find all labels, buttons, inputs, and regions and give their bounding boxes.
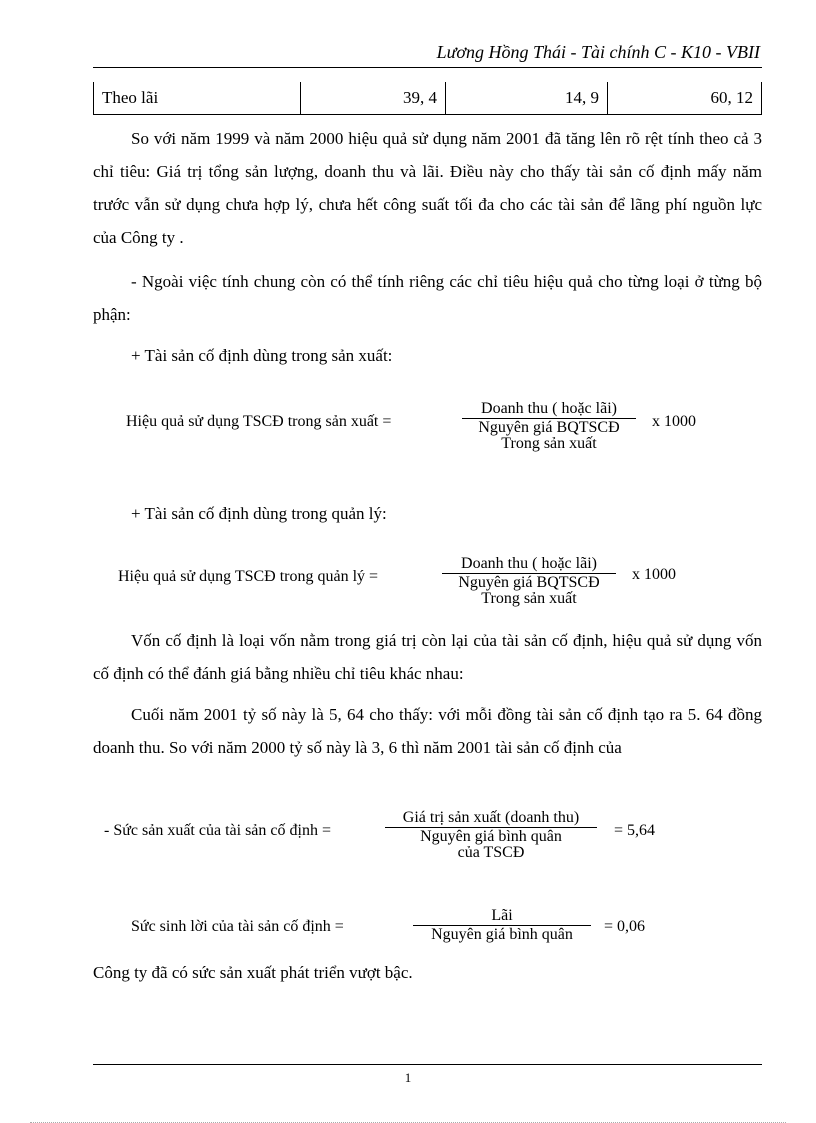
paragraph: Công ty đã có sức sản xuất phát triển vượt bậc. (93, 963, 413, 982)
numerator: Doanh thu ( hoặc lãi) (481, 400, 617, 417)
paragraph: Cuối năm 2001 tỷ số này là 5, 64 cho thấy: với mỗi đồng tài sản cố định tạo ra 5. 64 đồng doanh thu. So với năm 2000 tỷ số này là 3, 6 thì năm 2001 tài sản cố định của (93, 705, 762, 757)
footer-rule (93, 1064, 762, 1065)
formula-result: = 5,64 (614, 822, 656, 839)
formula-fraction (442, 556, 616, 607)
formula-fraction (413, 908, 591, 943)
table-cell: 39, 4 (301, 82, 446, 115)
denominator: Nguyên giá BQTSCĐ (478, 419, 620, 436)
formula-fraction (462, 401, 636, 452)
denominator-line2: của TSCĐ (457, 844, 525, 861)
header-rule (93, 67, 762, 68)
formula-label: Sức sinh lời của tài sản cố định = (131, 918, 344, 935)
table-row (94, 82, 762, 115)
denominator-line2: Trong sản xuất (481, 590, 577, 607)
paragraph: + Tài sản cố định dùng trong sản xuất: (131, 346, 393, 365)
formula-label: - Sức sản xuất của tài sản cố định = (104, 822, 331, 839)
numerator: Doanh thu ( hoặc lãi) (461, 555, 597, 572)
formula-multiplier: x 1000 (652, 413, 696, 430)
numerator: Lãi (491, 907, 513, 924)
paragraph: + Tài sản cố định dùng trong quản lý: (131, 504, 387, 523)
denominator: Nguyên giá BQTSCĐ (458, 574, 600, 591)
numerator: Giá trị sản xuất (doanh thu) (402, 809, 580, 826)
formula-label: Hiệu quả sử dụng TSCĐ trong sản xuất = (126, 413, 392, 430)
paragraph: - Ngoài việc tính chung còn có thể tính riêng các chỉ tiêu hiệu quả cho từng loại ở từng bộ phận: (93, 272, 762, 324)
formula-result: = 0,06 (604, 918, 646, 935)
table-cell: Theo lãi (94, 82, 301, 115)
data-table (93, 82, 762, 115)
denominator-line2: Trong sản xuất (501, 435, 597, 452)
denominator: Nguyên giá bình quân (431, 926, 573, 943)
formula-multiplier: x 1000 (632, 566, 676, 583)
page-header: Lương Hồng Thái - Tài chính C - K10 - VBII (436, 42, 760, 62)
page-number: 1 (404, 1070, 412, 1085)
paragraph: So với năm 1999 và năm 2000 hiệu quả sử dụng năm 2001 đã tăng lên rõ rệt tính theo cả 3 chỉ tiêu: Giá trị tổng sản lượng, doanh thu và lãi. Điều này cho thấy tài sản cố định mấy năm trước vẫn sử dụng chưa hợp lý, chưa hết công suất tối đa cho các tài sản để lãng phí nguồn lực của Công ty . (93, 129, 762, 247)
table-cell: 60, 12 (608, 82, 762, 115)
formula-fraction (385, 810, 597, 861)
formula-label: Hiệu quả sử dụng TSCĐ trong quản lý = (118, 568, 379, 585)
table-cell: 14, 9 (446, 82, 608, 115)
paragraph: Vốn cố định là loại vốn nằm trong giá trị còn lại của tài sản cố định, hiệu quả sử dụng vốn cố định có thể đánh giá bằng nhiều chỉ tiêu khác nhau: (93, 631, 762, 683)
denominator: Nguyên giá bình quân (420, 828, 562, 845)
